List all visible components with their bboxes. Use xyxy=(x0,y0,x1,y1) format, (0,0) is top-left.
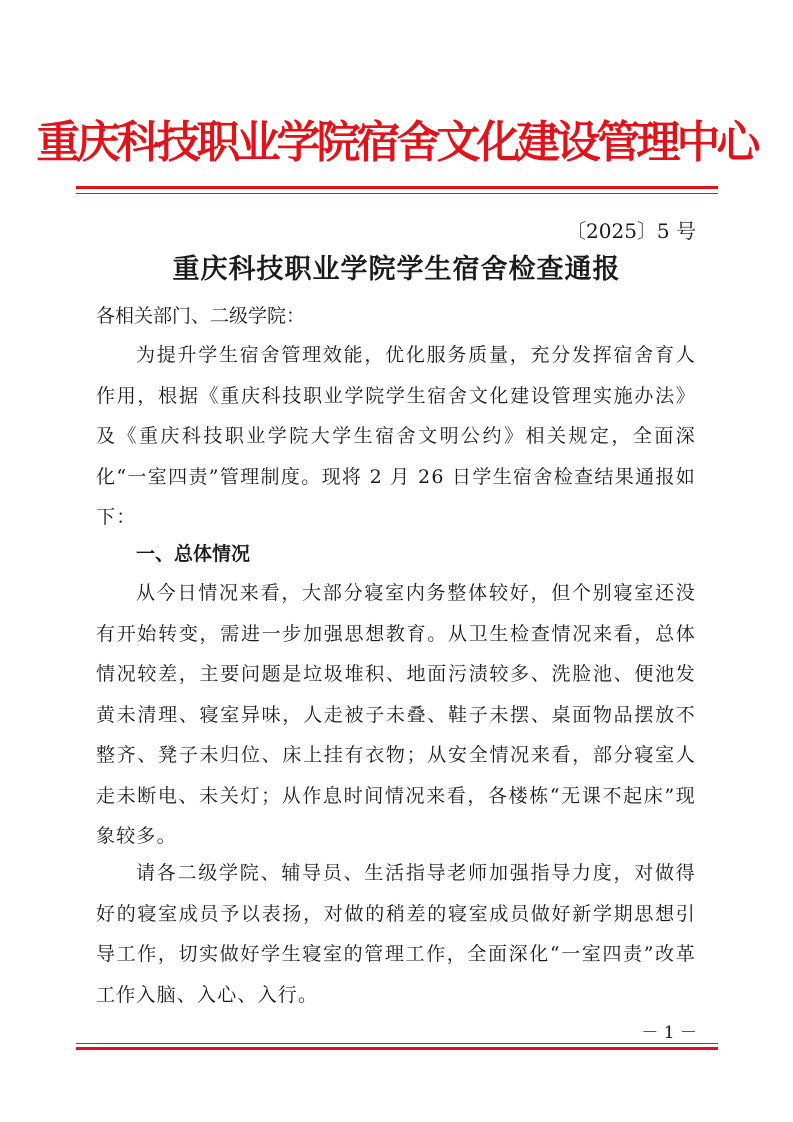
document-number: 〔2025〕5 号 xyxy=(566,219,696,243)
closing-paragraph: 请各二级学院、辅导员、生活指导老师加强指导力度，对做得好的寝室成员予以表扬，对做的稍差的寝室成员做好新学期思想引导工作，切实做好学生寝室的管理工作，全面深化“一室四责”改革工作入脑、入心、入行。 xyxy=(96,862,696,1006)
page-number: － 1 － xyxy=(641,1023,697,1043)
intro-paragraph: 为提升学生宿舍管理效能，优化服务质量，充分发挥宿舍育人作用，根据《重庆科技职业学院学生宿舍文化建设管理实施办法》及《重庆科技职业学院大学生宿舍文明公约》相关规定，全面深化“一室四责”管理制度。现将 2 月 26 日学生宿舍检查结果通报如下： xyxy=(96,344,696,528)
footer-divider-thin xyxy=(76,1043,718,1044)
salutation: 各相关部门、二级学院： xyxy=(96,305,306,327)
section-paragraph: 从今日情况来看，大部分寝室内务整体较好，但个别寝室还没有开始转变，需进一步加强思想教育。从卫生检查情况来看，总体情况较差，主要问题是垃圾堆积、地面污渍较多、洗脸池、便池发黄未清理、寝室异味，人走被子未叠、鞋子未摆、桌面物品摆放不整齐、凳子未归位、床上挂有衣物；从安全情况来看，部分寝室人走未断电、未关灯；从作息时间情况来看，各楼栋“无课不起床”现象较多。 xyxy=(96,582,696,847)
document-title: 重庆科技职业学院学生宿舍检查通报 xyxy=(172,254,621,285)
header-divider-thick xyxy=(76,186,718,189)
section-heading: 一、总体情况 xyxy=(136,543,251,565)
footer-divider-thick xyxy=(76,1047,718,1050)
organization-header: 重庆科技职业学院宿舍文化建设管理中心 xyxy=(36,117,757,168)
header-divider-thin xyxy=(76,193,718,194)
